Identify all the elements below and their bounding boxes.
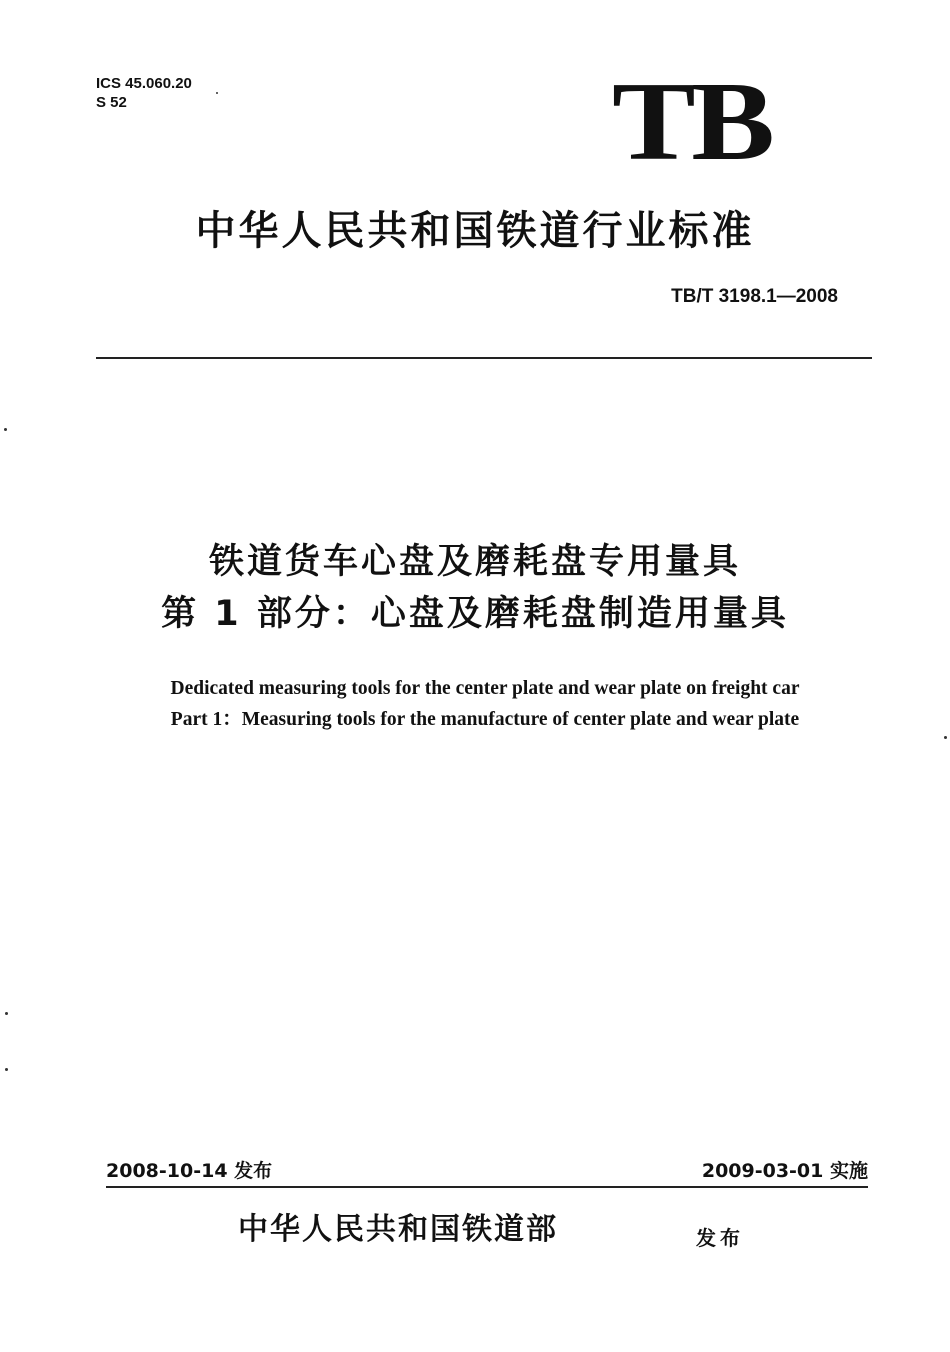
scan-speck: [944, 736, 947, 739]
english-title-line2: Part 1：Measuring tools for the manufacture of center plate and wear plate: [170, 709, 800, 730]
issue-word: 发布: [696, 1226, 744, 1250]
ics-code: ICS 45.060.20: [96, 75, 192, 92]
chinese-title-line1: 铁道货车心盘及磨耗盘专用量具: [208, 542, 741, 582]
tb-logo: TB: [612, 60, 771, 184]
classification-code: S 52: [96, 94, 127, 111]
scan-speck: [5, 1012, 8, 1015]
chinese-title-line2: 第 1 部分：心盘及磨耗盘制造用量具: [161, 594, 789, 634]
bottom-divider: [106, 1186, 868, 1188]
scan-speck: [5, 1068, 8, 1071]
ics-block: [96, 74, 192, 112]
top-divider: [96, 357, 872, 359]
scan-speck: [216, 92, 218, 94]
scan-speck: [4, 428, 7, 431]
implement-date: 2009-03-01 实施: [701, 1160, 868, 1182]
standard-code: TB/T 3198.1—2008: [671, 286, 838, 307]
issue-date: 2008-10-14 发布: [106, 1160, 273, 1182]
english-title-line1: Dedicated measuring tools for the center plate and wear plate on freight car: [170, 678, 800, 699]
standard-title: 中华人民共和国铁道行业标准: [195, 208, 755, 254]
issuer-name: 中华人民共和国铁道部: [238, 1212, 558, 1247]
